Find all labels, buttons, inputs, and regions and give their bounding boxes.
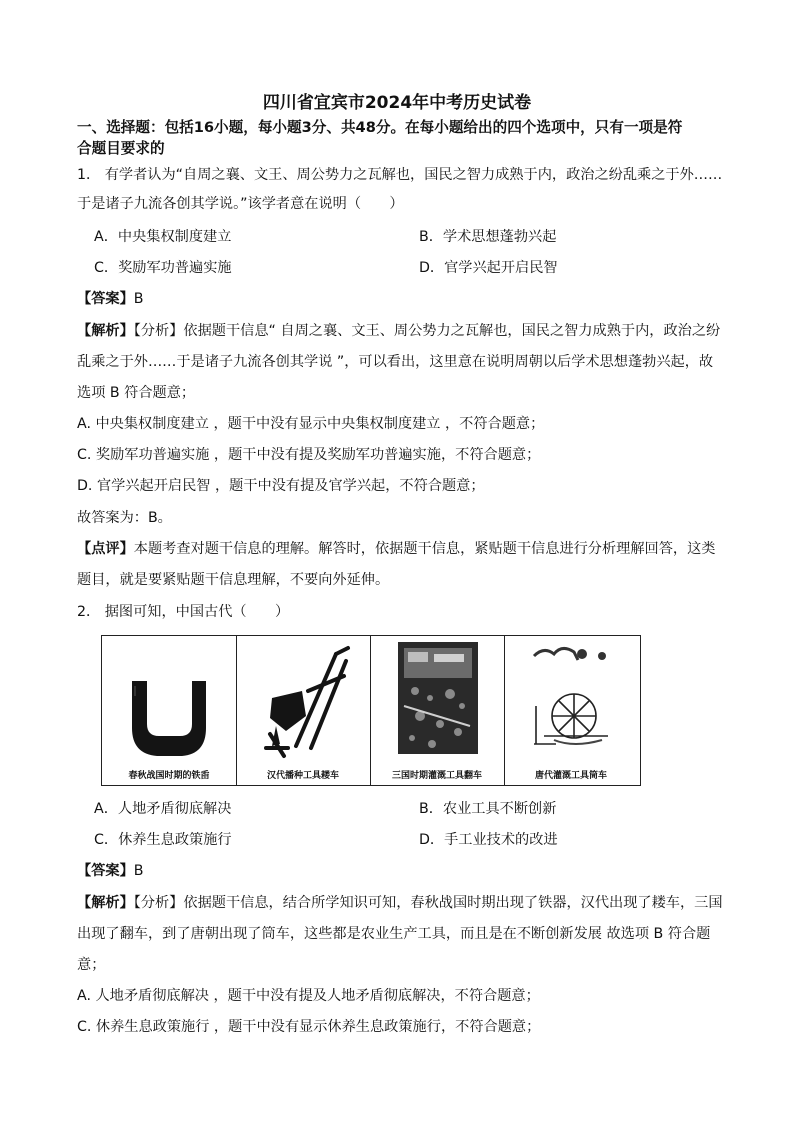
q1-option-b: B．学术思想蓬勃兴起	[419, 229, 557, 245]
q2-option-d: D．手工业技术的改进	[419, 832, 558, 848]
q2-analysis-line3: 意；	[77, 957, 106, 973]
document-title: 四川省宜宾市2024年中考历史试卷	[262, 93, 532, 113]
q1-option-d: D．官学兴起开启民智	[419, 260, 558, 276]
water-wheel-image	[504, 636, 638, 766]
q1-stem-line1: 1． 有学者认为“自周之襄、文王、周公势力之瓦解也，国民之智力成熟于内，政治之纷乱乘之于外……	[77, 167, 723, 183]
section-heading-line2: 合题目要求的	[77, 140, 165, 157]
q2-analysis-line2: 出现了翻车，到了唐朝出现了筒车，这些都是农业生产工具，而且是在不断创新发展 故选项 B 符合题	[77, 926, 711, 942]
figure-caption-2: 汉代播种工具耧车	[266, 771, 339, 781]
q1-answer-tag: 【答案】	[77, 291, 134, 307]
q2-answer	[77, 861, 144, 881]
figure-caption-1: 春秋战国时期的铁臿	[128, 771, 210, 781]
q2-explain-c: C. 休养生息政策施行 ，题干中没有显示休养生息政策施行，不符合题意；	[77, 1019, 541, 1035]
q2-option-b: B．农业工具不断创新	[419, 801, 557, 817]
figure-panel-water-wheel	[504, 636, 638, 785]
q2-stem: 2． 据图可知，中国古代（ ）	[77, 604, 290, 620]
q1-comment-line2: 题目，就是要紧贴题干信息理解，不要向外延伸。	[77, 572, 390, 588]
q1-explain-a: A. 中央集权制度建立 ，题干中没有显示中央集权制度建立 ，不符合题意；	[77, 416, 545, 432]
q2-explain-a: A. 人地矛盾彻底解决 ，题干中没有提及人地矛盾彻底解决，不符合题意；	[77, 988, 540, 1004]
figure-caption-4: 唐代灌溉工具筒车	[534, 771, 607, 781]
chain-pump-image	[370, 636, 504, 766]
q2-answer-tag: 【答案】	[77, 863, 134, 879]
q2-analysis-tag: 【解析】	[77, 895, 134, 911]
figure-panel-seed-drill	[236, 636, 371, 785]
seed-drill-image	[236, 636, 370, 766]
section-heading-line1: 一、选择题：包括16小题，每小题3分、共48分。在每小题给出的四个选项中，只有一项是符	[77, 119, 683, 136]
iron-spade-image	[102, 636, 236, 766]
q1-stem-line2: 于是诸子九流各创其学说。”该学者意在说明（ ）	[77, 196, 404, 212]
q1-comment-tag: 【点评】	[77, 541, 134, 557]
q1-answer-value: B	[133, 291, 144, 307]
q1-analysis-tag: 【解析】	[77, 323, 134, 339]
q1-explain-c: C. 奖励军功普遍实施 ，题干中没有提及奖励军功普遍实施，不符合题意；	[77, 447, 541, 463]
figure-caption-3: 三国时期灌溉工具翻车	[391, 771, 482, 781]
q1-analysis-line2: 乱乘之于外……于是诸子九流各创其学说 ”，可以看出，这里意在说明周朝以后学术思想蓬勃兴起，故	[77, 354, 714, 370]
q1-analysis-line3: 选项 B 符合题意；	[77, 385, 196, 401]
q1-comment-line1	[77, 539, 715, 559]
q2-option-c: C．休养生息政策施行	[94, 832, 232, 848]
q1-option-a: A．中央集权制度建立	[94, 229, 232, 245]
q1-explain-d: D. 官学兴起开启民智 ，题干中没有提及官学兴起，不符合题意；	[77, 478, 485, 494]
q2-analysis-line1	[77, 893, 723, 913]
q1-analysis-text1: 【分析】依据题干信息“ 自周之襄、文王、周公势力之瓦解也，国民之智力成熟于内，政治之纷	[133, 323, 721, 339]
q2-answer-value: B	[133, 863, 144, 879]
q1-conclusion: 故答案为：B。	[77, 510, 172, 526]
q1-answer	[77, 289, 144, 309]
figure-panel-chain-pump	[370, 636, 505, 785]
q1-analysis-line1	[77, 321, 720, 341]
figure-panel-iron-spade	[102, 636, 237, 785]
q2-figure	[101, 635, 641, 786]
q1-option-c: C．奖励军功普遍实施	[94, 260, 232, 276]
q1-comment-text1: 本题考查对题干信息的理解。解答时，依据题干信息，紧贴题干信息进行分析理解回答，这类	[133, 541, 716, 557]
q2-option-a: A．人地矛盾彻底解决	[94, 801, 232, 817]
q2-analysis-text1: 【分析】依据题干信息，结合所学知识可知，春秋战国时期出现了铁器，汉代出现了耧车，三国	[133, 895, 723, 911]
